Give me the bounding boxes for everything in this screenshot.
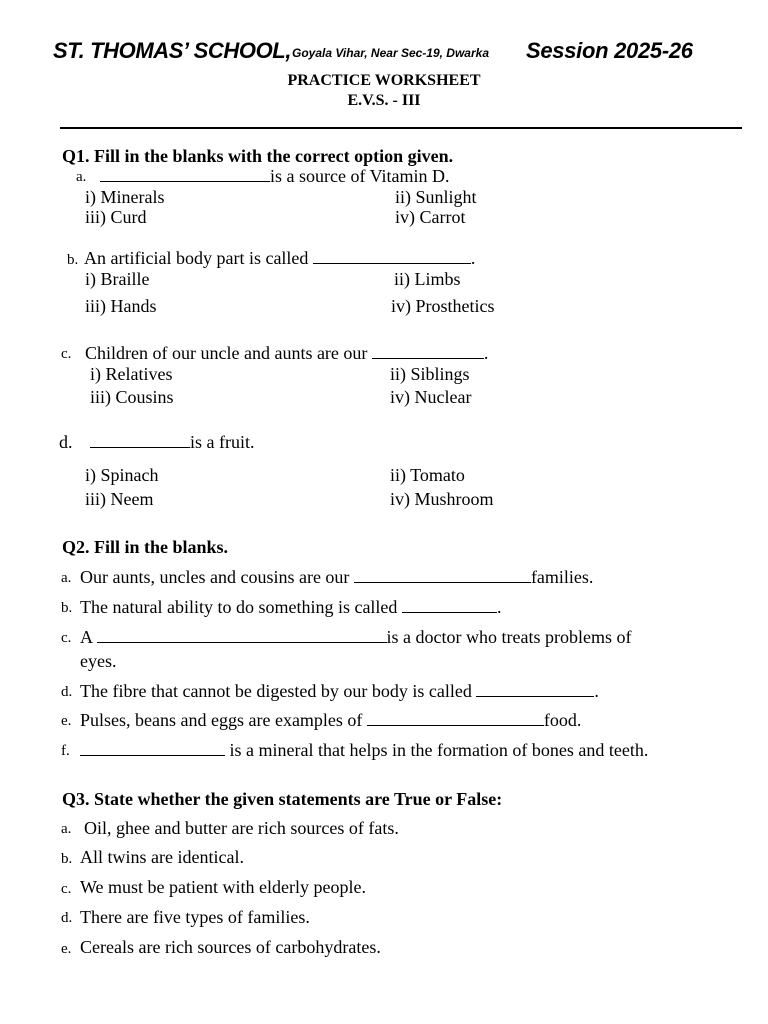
q1-d-option-3: iii) Neem <box>85 489 154 509</box>
q2-d-label: d. <box>61 684 73 700</box>
q2-heading: Q2. Fill in the blanks. <box>62 537 229 557</box>
q1-b-label: b. <box>67 252 79 268</box>
q2-f-question: is a mineral that helps in the formation of bones and teeth. <box>80 740 648 761</box>
q3-b-label: b. <box>61 851 73 867</box>
q2-c-question: A is a doctor who treats problems of <box>80 627 632 647</box>
q1-b-question: An artificial body part is called . <box>84 248 476 268</box>
q3-e-statement: Cereals are rich sources of carbohydrates. <box>80 937 381 957</box>
answer-blank[interactable] <box>100 167 270 182</box>
q1-c-option-4: iv) Nuclear <box>390 387 472 407</box>
q1-c-question: Children of our uncle and aunts are our . <box>85 343 489 363</box>
school-name: ST. THOMAS’ SCHOOL, <box>53 38 292 63</box>
q3-b-statement: All twins are identical. <box>80 847 244 867</box>
q1-d-option-4: iv) Mushroom <box>390 489 494 509</box>
q1-d-option-1: i) Spinach <box>85 465 159 485</box>
q1-a-option-4: iv) Carrot <box>395 207 466 227</box>
q3-c-statement: We must be patient with elderly people. <box>80 877 366 897</box>
school-address: Goyala Vihar, Near Sec-19, Dwarka <box>292 46 489 60</box>
q1-c-option-3: iii) Cousins <box>90 387 174 407</box>
q2-f-label: f. <box>61 743 70 759</box>
q1-b-option-2: ii) Limbs <box>394 269 461 289</box>
q2-c-label: c. <box>61 630 72 646</box>
q3-d-label: d. <box>61 910 73 926</box>
q3-d-statement: There are five types of families. <box>80 907 310 927</box>
q1-b-option-3: iii) Hands <box>85 296 157 316</box>
q1-d-option-2: ii) Tomato <box>390 465 465 485</box>
q2-e-label: e. <box>61 713 72 729</box>
q1-a-option-1: i) Minerals <box>85 187 165 207</box>
q2-b-question: The natural ability to do something is called . <box>80 597 502 617</box>
answer-blank[interactable] <box>402 598 497 613</box>
q2-b-label: b. <box>61 600 73 616</box>
q2-a-label: a. <box>61 570 72 586</box>
worksheet-title: PRACTICE WORKSHEET <box>287 72 481 89</box>
answer-blank[interactable] <box>354 568 531 583</box>
q1-heading: Q1. Fill in the blanks with the correct option given. <box>62 146 454 166</box>
q3-c-label: c. <box>61 881 72 897</box>
q1-d-label: d. <box>59 432 73 452</box>
header-divider <box>60 127 742 129</box>
answer-blank[interactable] <box>367 711 544 726</box>
q1-b-option-1: i) Braille <box>85 269 150 289</box>
answer-blank[interactable] <box>80 741 225 756</box>
session-label: Session 2025-26 <box>526 38 693 63</box>
answer-blank[interactable] <box>372 344 484 359</box>
answer-blank[interactable] <box>313 249 471 264</box>
q1-b-option-4: iv) Prosthetics <box>391 296 495 316</box>
q1-a-option-3: iii) Curd <box>85 207 147 227</box>
answer-blank[interactable] <box>90 433 190 448</box>
q1-c-option-1: i) Relatives <box>90 364 173 384</box>
q1-c-option-2: ii) Siblings <box>390 364 470 384</box>
q1-a-label: a. <box>76 169 87 185</box>
q2-d-question: The fibre that cannot be digested by our body is called . <box>80 681 599 701</box>
answer-blank[interactable] <box>476 682 594 697</box>
q3-a-statement: Oil, ghee and butter are rich sources of fats. <box>84 818 399 838</box>
subject-title: E.V.S. - III <box>347 92 421 109</box>
q3-heading: Q3. State whether the given statements are True or False: <box>62 789 503 809</box>
q2-c-continuation: eyes. <box>80 651 117 671</box>
answer-blank[interactable] <box>97 628 387 643</box>
q2-e-question: Pulses, beans and eggs are examples of food. <box>80 710 582 730</box>
q3-e-label: e. <box>61 941 72 957</box>
q1-c-label: c. <box>61 346 72 362</box>
q3-a-label: a. <box>61 821 72 837</box>
q1-a-option-2: ii) Sunlight <box>395 187 477 207</box>
q1-d-question: is a fruit. <box>90 432 255 453</box>
q2-a-question: Our aunts, uncles and cousins are our families. <box>80 567 594 587</box>
q1-a-question: is a source of Vitamin D. <box>100 166 450 187</box>
